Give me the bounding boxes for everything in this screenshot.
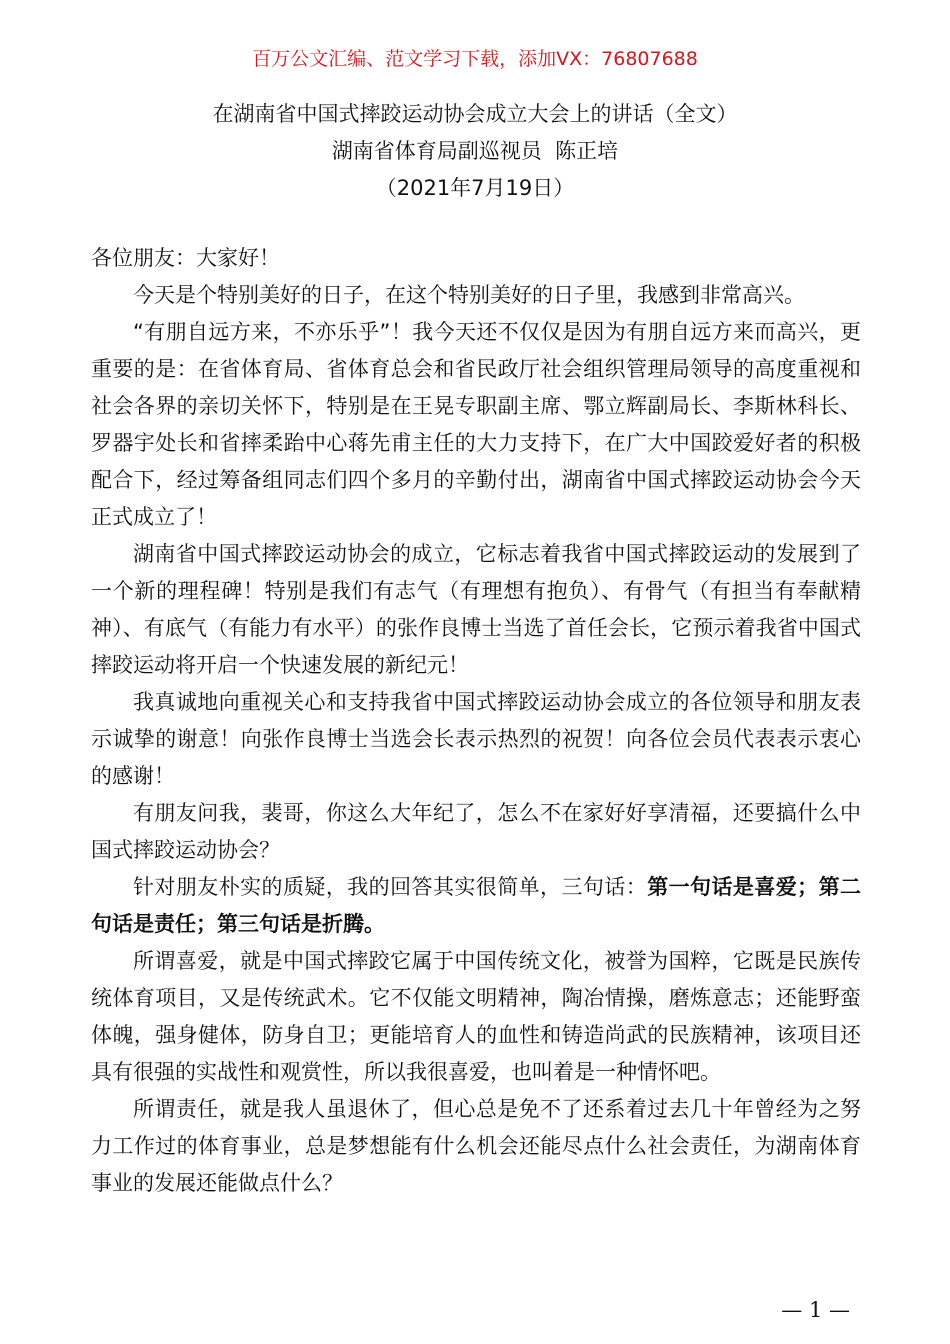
paragraph-2: “有朋自远方来，不亦乐乎”！我今天还不仅仅是因为有朋自远方来而高兴，更重要的是：在省体育局、省体育总会和省民政厅社会组织管理局领导的高度重视和社会各界的亲切关怀下，特别是在王晃专职副主席、鄂立辉副局长、李斯林科长、罗器宇处长和省摔柔跆中心蒋先甫主任的大力支持下，在广大中国跤爱好者的积极配合下，经过筹备组同志们四个多月的辛勤付出，湖南省中国式摔跤运动协会今天正式成立了！ <box>91 320 861 529</box>
paragraph-8: 所谓责任，就是我人虽退休了，但心总是免不了还系着过去几十年曾经为之努力工作过的体育事业，总是梦想能有什么机会还能尽点什么社会责任，为湖南体育事业的发展还能做点什么？ <box>91 1097 861 1195</box>
document-author: 湖南省体育局副巡视员 陈正培 <box>331 139 619 163</box>
watermark-banner: 百万公文汇编、范文学习下载，添加VX：76807688 <box>252 48 698 70</box>
page-number: — 1 — <box>781 1298 850 1322</box>
paragraph-6-text: 针对朋友朴实的质疑，我的回答其实很简单，三句话： <box>133 875 648 899</box>
paragraph-7: 所谓喜爱，就是中国式摔跤它属于中国传统文化，被誉为国粹，它既是民族传统体育项目，又是传统武术。它不仅能文明精神，陶冶情操，磨炼意志；还能野蛮体魄，强身健体，防身自卫；更能培育人的血性和铸造尚武的民族精神，该项目还具有很强的实战性和观赏性，所以我很喜爱，也叫着是一种情怀吧。 <box>91 949 861 1084</box>
document-date: （2021年7月19日） <box>375 176 575 200</box>
salutation: 各位朋友：大家好！ <box>91 246 280 270</box>
document-title: 在湖南省中国式摔跤运动协会成立大会上的讲话（全文） <box>212 102 738 126</box>
document-header <box>0 96 950 207</box>
paragraph-6-emphasis: 第一句话是喜爱；第二句话是责任；第三句话是折腾。 <box>91 875 862 936</box>
paragraph-1: 今天是个特别美好的日子，在这个特别美好的日子里，我感到非常高兴。 <box>133 283 805 307</box>
paragraph-3: 湖南省中国式摔跤运动协会的成立，它标志着我省中国式摔跤运动的发展到了一个新的理程碑！特别是我们有志气（有理想有抱负）、有骨气（有担当有奉献精神）、有底气（有能力有水平）的张作良博士当选了首任会长，它预示着我省中国式摔跤运动将开启一个快速发展的新纪元！ <box>91 542 861 677</box>
paragraph-6 <box>91 869 861 943</box>
paragraph-4: 我真诚地向重视关心和支持我省中国式摔跤运动协会成立的各位领导和朋友表示诚挚的谢意！向张作良博士当选会长表示热烈的祝贺！向各位会员代表表示衷心的感谢！ <box>91 690 861 788</box>
paragraph-5: 有朋友问我，裴哥，你这么大年纪了，怎么不在家好好享清福，还要搞什么中国式摔跤运动协会？ <box>91 801 861 862</box>
speech-body <box>91 240 861 1202</box>
